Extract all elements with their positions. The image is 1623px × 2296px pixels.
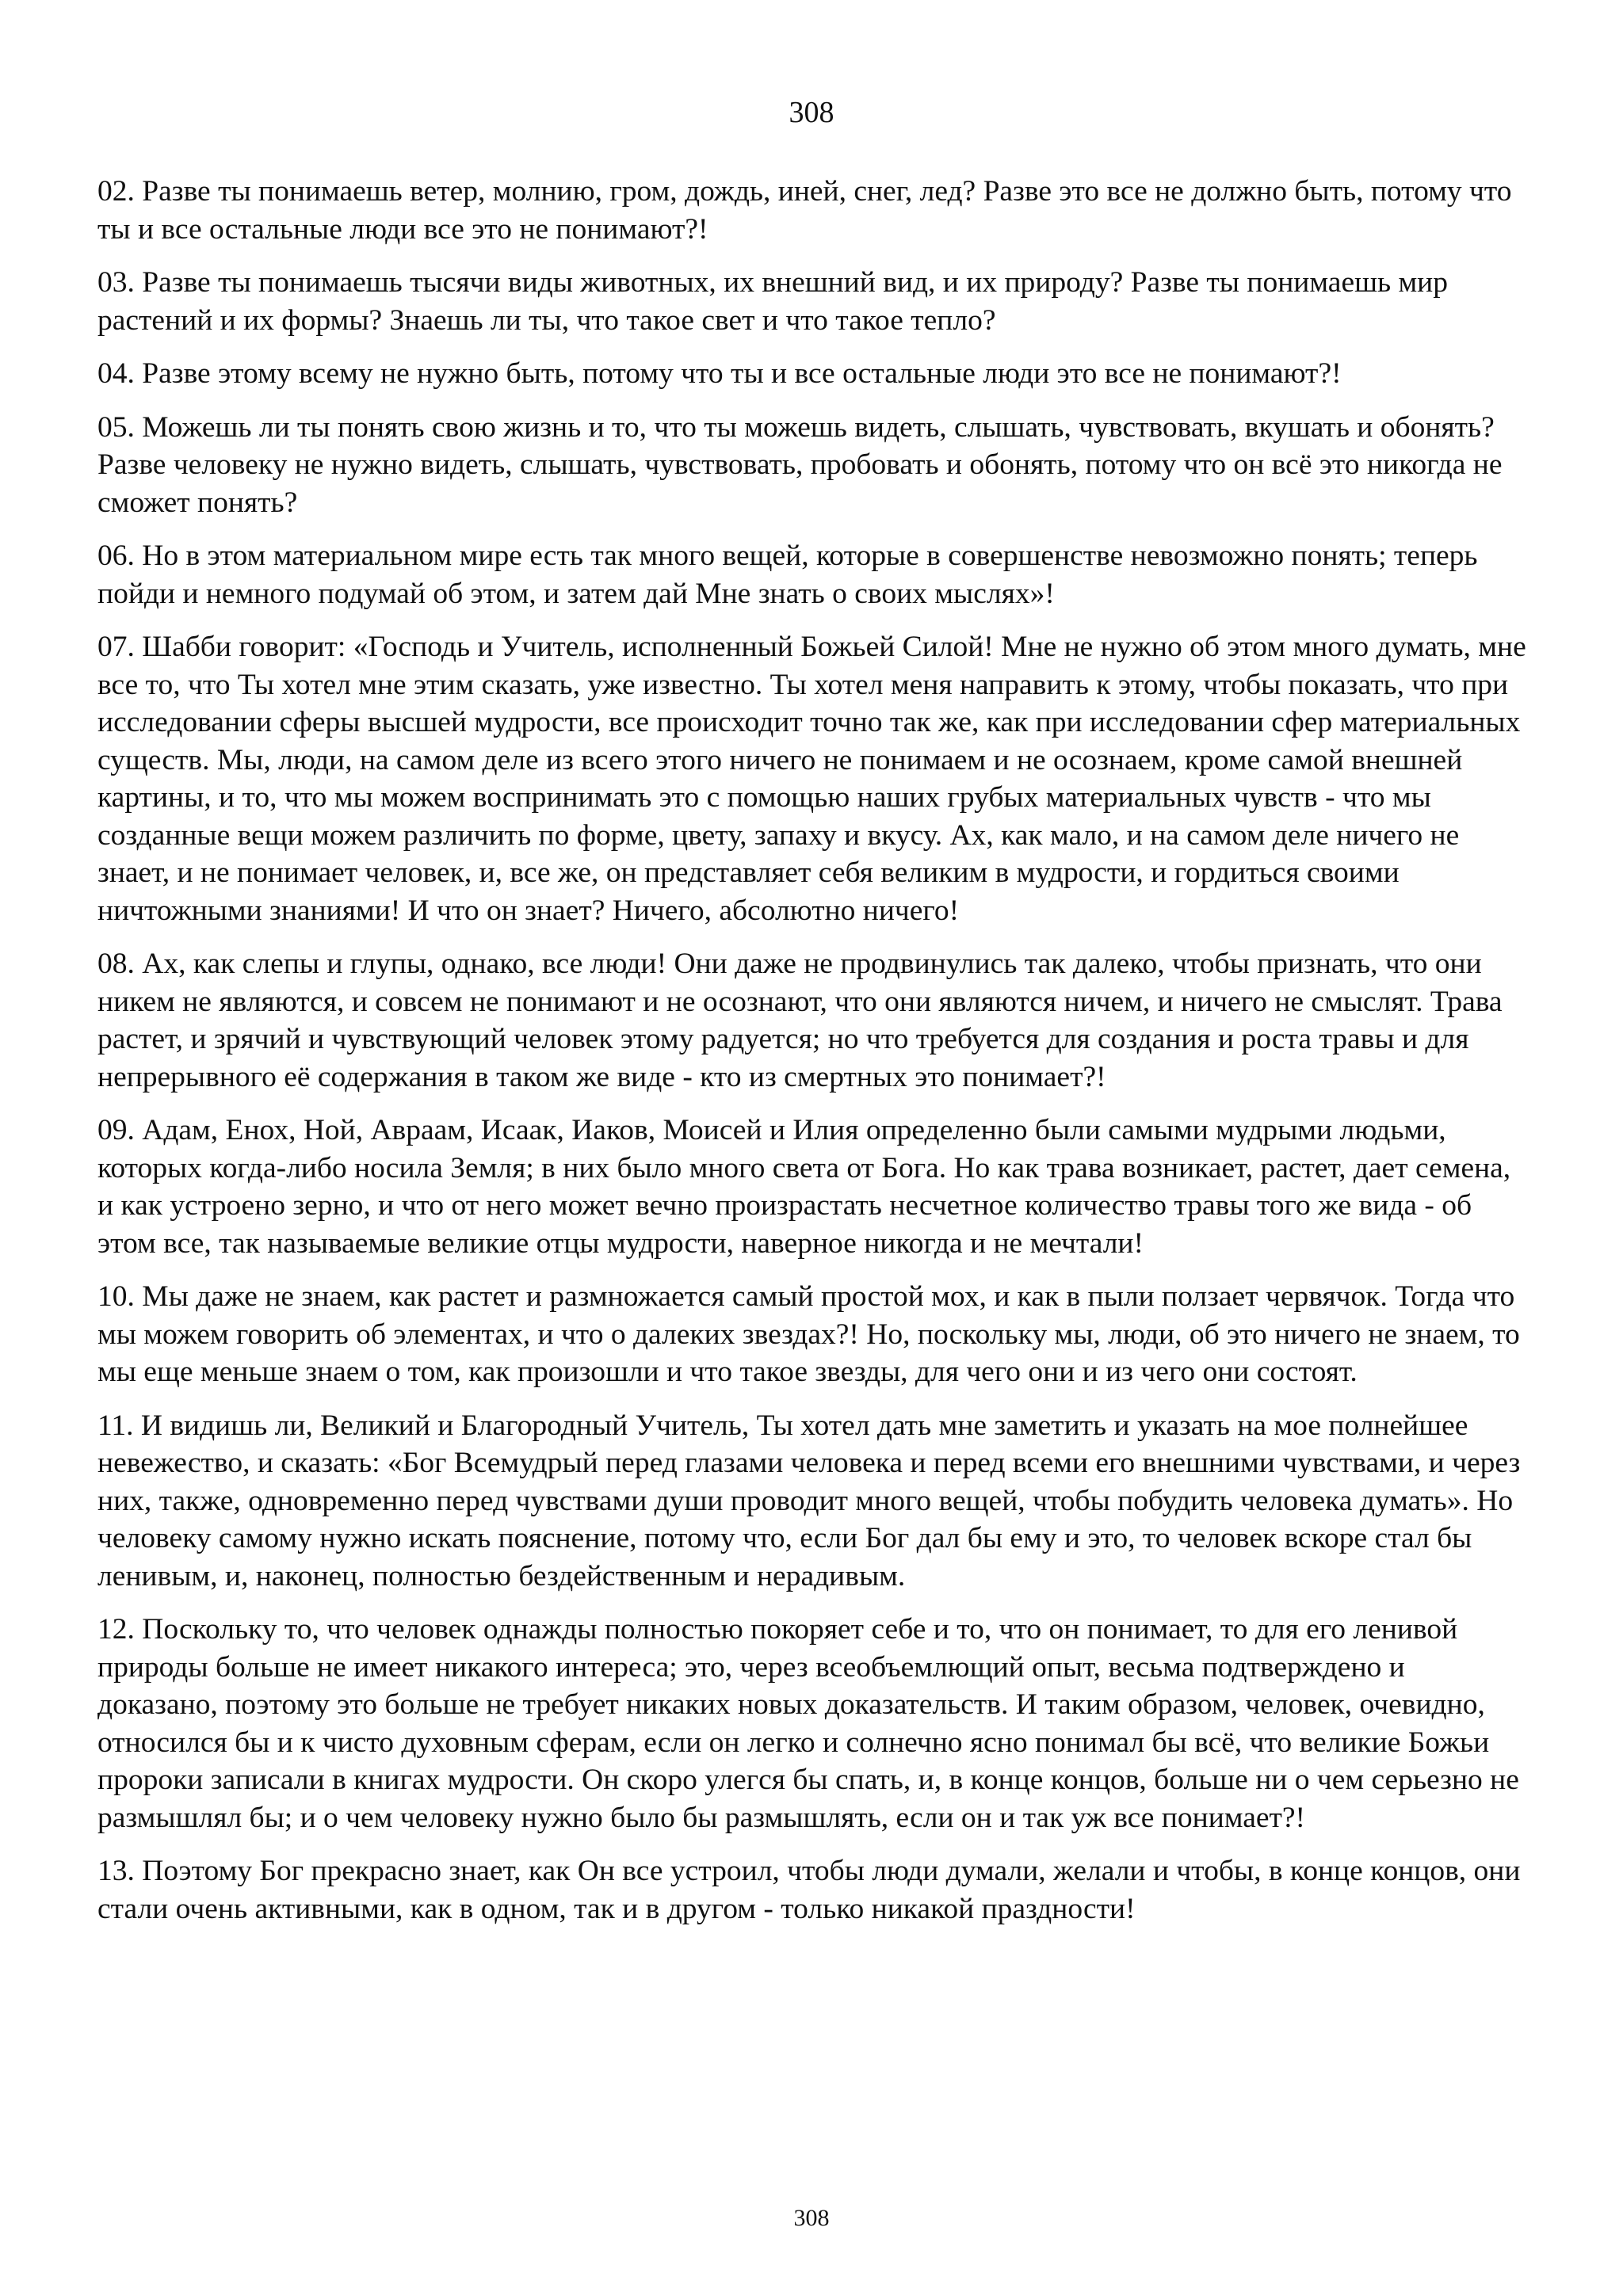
paragraph-03: 03. Разве ты понимаешь тысячи виды животных, их внешний вид, и их природу? Разве ты понимаешь мир растений и их формы? Знаешь ли ты, что такое свет и что такое тепло? [97, 266, 1448, 337]
paragraph-06: 06. Но в этом материальном мире есть так много вещей, которые в совершенстве невозможно понять; теперь пойди и немного подумай об этом, и затем дай Мне знать о своих мыслях»! [97, 540, 1478, 610]
paragraph-07: 07. Шабби говорит: «Господь и Учитель, исполненный Божьей Силой! Мне не нужно об этом много думать, мне все то, что Ты хотел мне этим сказать, уже известно. Ты хотел меня направить к этому, чтобы показать, что при исследовании сферы высшей мудрости, все происходит точно так же, как при исследовании сфер материальных существ. Мы, люди, на самом деле из всего этого ничего не понимаем и не осознаем, кроме самой внешней картины, и то, что мы можем воспринимать это с помощью наших грубых материальных чувств - что мы созданные вещи можем различить по форме, цвету, запаху и вкусу. Ах, как мало, и на самом деле ничего не знает, и не понимает человек, и, все же, он представляет себя великим в мудрости, и гордиться своими ничтожными знаниями! И что он знает? Ничего, абсолютно ничего! [97, 631, 1526, 927]
document-body [97, 173, 1532, 1943]
page-number-top: 308 [789, 96, 834, 129]
paragraph-04: 04. Разве этому всему не нужно быть, потому что ты и все остальные люди это все не понимают?! [97, 357, 1342, 390]
paragraph-05: 05. Можешь ли ты понять свою жизнь и то, что ты можешь видеть, слышать, чувствовать, вкушать и обонять? Разве человеку не нужно видеть, слышать, чувствовать, пробовать и обонять, потому что он всё это никогда не сможет понять? [97, 410, 1503, 519]
paragraph-13: 13. Поэтому Бог прекрасно знает, как Он все устроил, чтобы люди думали, желали и чтобы, в конце концов, они стали очень активными, как в одном, так и в другом - только никакой праздности! [97, 1855, 1521, 1925]
paragraph-11: 11. И видишь ли, Великий и Благородный Учитель, Ты хотел дать мне заметить и указать на мое полнейшее невежество, и сказать: «Бог Всемудрый перед глазами человека и перед всеми его внешними чувствами, и через них, также, одновременно перед чувствами души проводит много вещей, чтобы побудить человека думать». Но человеку самому нужно искать пояснение, потому что, если Бог дал бы ему и это, то человек вскоре стал бы ленивым, и, наконец, полностью бездейственным и нерадивым. [97, 1409, 1521, 1592]
paragraph-12: 12. Поскольку то, что человек однажды полностью покоряет себе и то, что он понимает, то для его ленивой природы больше не имеет никакого интереса; это, через всеобъемлющий опыт, весьма подтверждено и доказано, поэтому это больше не требует никаких новых доказательств. И таким образом, человек, очевидно, относился бы и к чисто духовным сферам, если он легко и солнечно ясно понимал бы всё, что великие Божьи пророки записали в книгах мудрости. Он скоро улегся бы спать, и, в конце концов, больше ни о чем серьезно не размышлял бы; и о чем человеку нужно было бы размышлять, если он и так уж все понимает?! [97, 1613, 1519, 1834]
paragraph-08: 08. Ах, как слепы и глупы, однако, все люди! Они даже не продвинулись так далеко, чтобы признать, что они никем не являются, и совсем не понимают и не осознают, что они являются ничем, и ничего не смыслят. Трава растет, и зрячий и чувствующий человек этому радуется; но что требуется для создания и роста травы и для непрерывного её содержания в таком же виде - кто из смертных это понимает?! [97, 948, 1503, 1093]
paragraph-02: 02. Разве ты понимаешь ветер, молнию, гром, дождь, иней, снег, лед? Разве это все не должно быть, потому что ты и все остальные люди все это не понимают?! [97, 175, 1512, 246]
page-number-bottom: 308 [793, 2205, 830, 2231]
paragraph-09: 09. Адам, Енох, Ной, Авраам, Исаак, Иаков, Моисей и Илия определенно были самыми мудрыми людьми, которых когда-либо носила Земля; в них было много света от Бога. Но как трава возникает, растет, дает семена, и как устроено зерно, и что от него может вечно произрастать несчетное количество травы того же вида - об этом все, так называемые великие отцы мудрости, наверное никогда и не мечтали! [97, 1114, 1511, 1260]
paragraph-10: 10. Мы даже не знаем, как растет и размножается самый простой мох, и как в пыли ползает червячок. Тогда что мы можем говорить об элементах, и что о далеких звездах?! Но, поскольку мы, люди, об это ничего не знаем, то мы еще меньше знаем о том, как произошли и что такое звезды, для чего они и из чего они состоят. [97, 1280, 1520, 1388]
